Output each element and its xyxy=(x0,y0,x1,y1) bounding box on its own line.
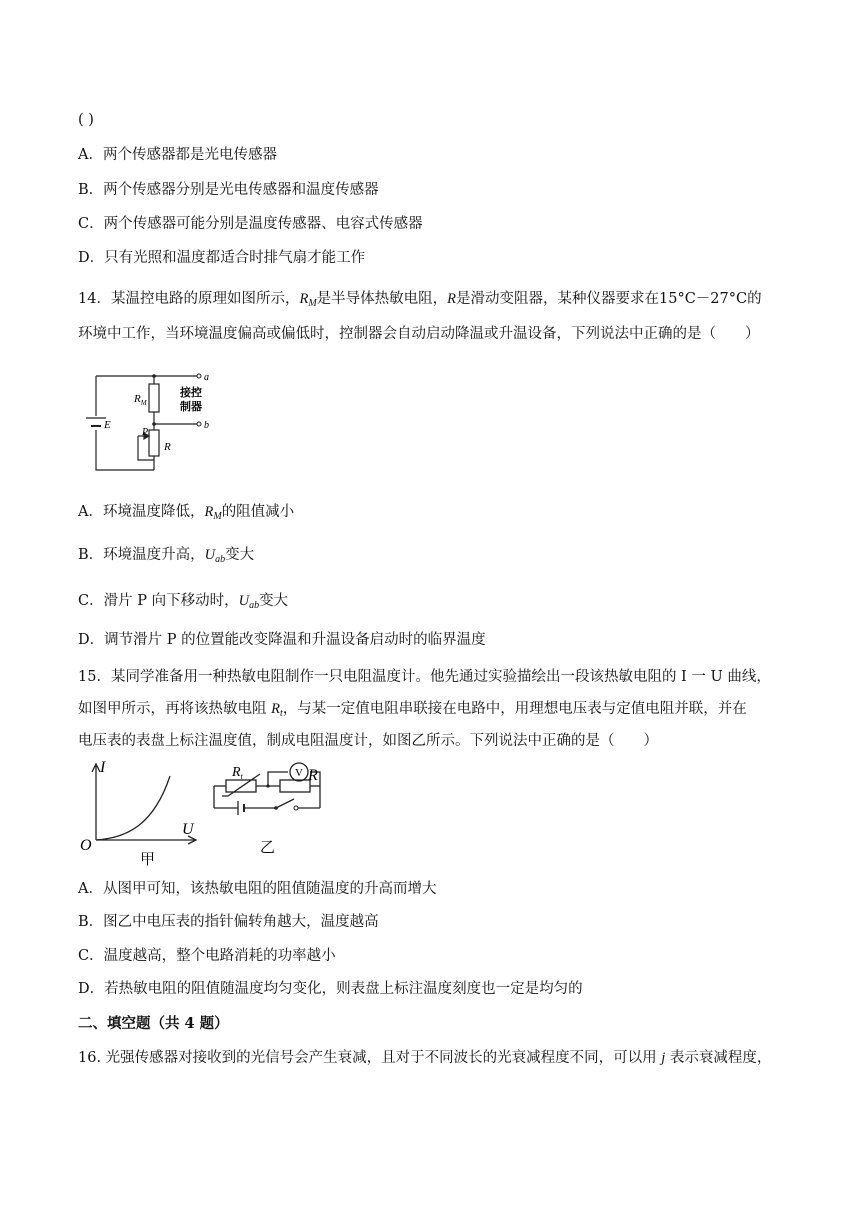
q15-circuit-yi xyxy=(208,762,328,866)
q14-fig-ctrl-label1: 接控 xyxy=(180,386,202,399)
q15-origin-label: O xyxy=(80,837,92,854)
q14-fig-b-label: b xyxy=(204,420,209,431)
q15-caption-jia: 甲 xyxy=(140,850,156,868)
q15-option-c: C．温度越高，整个电路消耗的功率越小 xyxy=(78,948,336,964)
q13-bracket: ( ) xyxy=(78,112,94,128)
section-heading-fill-in: 二、填空题（共 4 题） xyxy=(78,1015,229,1032)
q14-stem-line2: 环境中工作，当环境温度偏高或偏低时，控制器会自动启动降温或升温设备，下列说法中正确的是（ ） xyxy=(78,326,760,342)
q15-axis-i-label: I xyxy=(100,759,106,776)
q14-fig-p-label: P xyxy=(142,427,149,438)
q15-r-label: R xyxy=(308,767,318,784)
q15-caption-yi: 乙 xyxy=(260,838,276,856)
q15-stem-line1: 15．某同学准备用一种热敏电阻制作一只电阻温度计。他先通过实验描绘出一段该热敏电阻的 I 一 U 曲线， xyxy=(78,669,771,685)
q14-option-d: D．调节滑片 P 的位置能改变降温和升温设备启动时的临界温度 xyxy=(78,632,486,648)
q15-rt-label: $R_t$ xyxy=(232,765,243,781)
q13-option-c: C．两个传感器可能分别是温度传感器、电容式传感器 xyxy=(78,216,423,232)
q14-fig-r-label: R xyxy=(164,441,171,453)
q16-stem-line1: 16. 光强传感器对接收到的光信号会产生衰减，且对于不同波长的光衰减程度不同，可以用 j 表示衰减程度， xyxy=(78,1050,772,1066)
q15-option-d: D．若热敏电阻的阻值随温度均匀变化，则表盘上标注温度刻度也一定是均匀的 xyxy=(78,981,583,997)
q14-fig-a-label: a xyxy=(204,372,209,383)
q13-option-b: B．两个传感器分别是光电传感器和温度传感器 xyxy=(78,182,379,198)
q15-option-b: B．图乙中电压表的指针偏转角越大，温度越高 xyxy=(78,914,379,930)
q14-fig-ctrl-label2: 制器 xyxy=(180,400,202,413)
q13-option-a: A．两个传感器都是光电传感器 xyxy=(78,147,277,163)
q15-stem-line2: 如图甲所示，再将该热敏电阻 $R_t$，与某一定值电阻串联接在电路中，用理想电压表与定值电阻并联，并在 xyxy=(78,701,747,719)
q14-fig-rm-label: $R_M$ xyxy=(134,393,147,407)
q14-option-b: B．环境温度升高，$U_{ab}$变大 xyxy=(78,547,255,565)
q14-option-a: A．环境温度降低，$R_M$的阻值减小 xyxy=(78,504,295,522)
q14-fig-e-label: E xyxy=(104,419,111,431)
q15-stem-line3: 电压表的表盘上标注温度值，制成电阻温度计，如图乙所示。下列说法中正确的是（ ） xyxy=(78,733,658,749)
q15-option-a: A．从图甲可知，该热敏电阻的阻值随温度的升高而增大 xyxy=(78,881,437,897)
q14-option-c: C．滑片 P 向下移动时，$U_{ab}$变大 xyxy=(78,593,289,611)
q15-voltmeter-label: V xyxy=(295,767,303,779)
q14-circuit-figure xyxy=(78,368,218,476)
q15-graph-jia xyxy=(78,758,198,868)
q14-stem-line1: 14．某温控电路的原理如图所示，$R_M$是半导体热敏电阻，R是滑动变阻器，某种仪器要求在15°C－27°C的 xyxy=(78,291,762,309)
q15-axis-u-label: U xyxy=(182,821,194,838)
q13-option-d: D．只有光照和温度都适合时排气扇才能工作 xyxy=(78,250,366,266)
